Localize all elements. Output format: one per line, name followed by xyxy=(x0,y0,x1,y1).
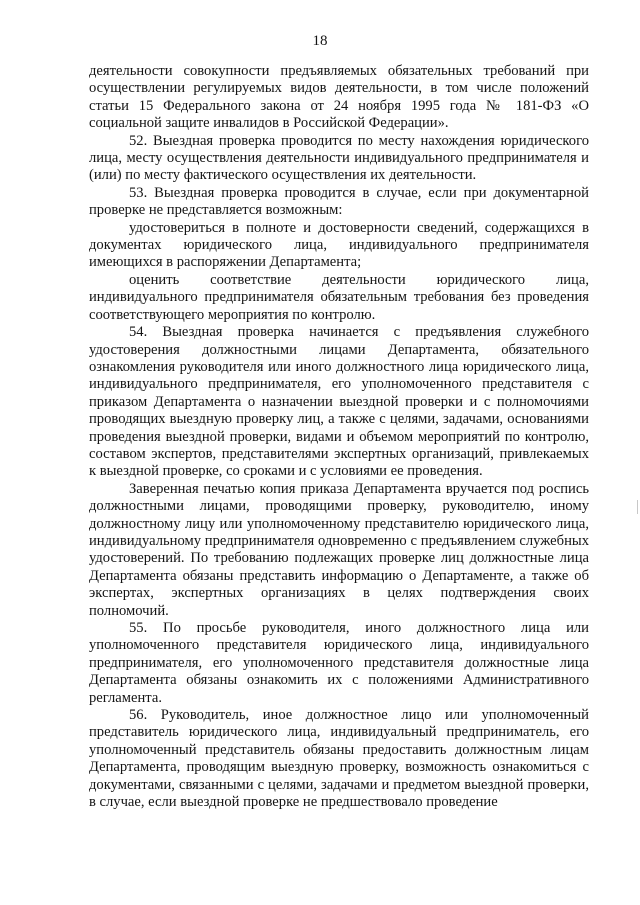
paragraph-53-item-1: удостовериться в полноте и достоверности сведений, содержащихся в документах юридического лица, индивидуального предпринимателя имеющихся в распоряжении Департамента; xyxy=(89,219,589,271)
paragraph-53: 53. Выездная проверка проводится в случае, если при документарной проверке не представляется возможным: xyxy=(89,184,589,219)
paragraph-53-item-2: оценить соответствие деятельности юридического лица, индивидуального предпринимателя обязательным требования без проведения соответствующего мероприятия по контролю. xyxy=(89,271,589,323)
paragraph-54: 54. Выездная проверка начинается с предъявления служебного удостоверения должностными лицами Департамента, обязательного ознакомления руководителя или иного должностного лица юридического лица, индивидуального предпринимателя, его уполномоченного представителя с приказом Департамента о назначении выездной проверки и с полномочиями проводящих выездную проверку лиц, а также с целями, задачами, основаниями проведения выездной проверки, видами и объемом мероприятий по контролю, составом экспертов, представителями экспертных организаций, привлекаемых к выездной проверке, со сроками и с условиями ее проведения. xyxy=(89,324,589,480)
paragraph-54-continued: Заверенная печатью копия приказа Департамента вручается под роспись должностными лицами, проводящими проверку, руководителю, иному должностному лицу или уполномоченному представителю юридического лица, индивидуальному предпринимателя одновременно с предъявлением служебных удостоверений. По требованию подлежащих проверке лиц должностные лица Департамента обязаны представить информацию о Департаменте, а также об экспертах, экспертных организациях в целях подтверждения своих полномочий. xyxy=(89,480,589,619)
paragraph-56: 56. Руководитель, иное должностное лицо или уполномоченный представитель юридического лица, индивидуальный предприниматель, его уполномоченный представитель обязаны предоставить должностным лицам Департамента, проводящим выездную проверку, возможность ознакомиться с документами, связанными с целями, задачами и предметом выездной проверки, в случае, если выездной проверке не предшествовало проведение xyxy=(89,707,589,811)
paragraph-55: 55. По просьбе руководителя, иного должностного лица или уполномоченного представителя юридического лица, индивидуального предпринимателя, его уполномоченного представителя должностные лица Департамента обязаны ознакомить их с положениями Административного регламента. xyxy=(89,620,589,706)
scan-edge-mark xyxy=(637,500,638,514)
page-number: 18 xyxy=(312,33,328,49)
paragraph-continuation: деятельности совокупности предъявляемых обязательных требований при осуществлении регулируемых видов деятельности, в том числе положений статьи 15 Федерального закона от 24 ноября 1995 года № 181-ФЗ «О социальной защите инвалидов в Российской Федерации». xyxy=(89,63,589,132)
document-body xyxy=(89,63,589,811)
paragraph-52: 52. Выездная проверка проводится по месту нахождения юридического лица, месту осуществления деятельности индивидуального предпринимателя и (или) по месту фактического осуществления их деятельности. xyxy=(89,132,589,184)
